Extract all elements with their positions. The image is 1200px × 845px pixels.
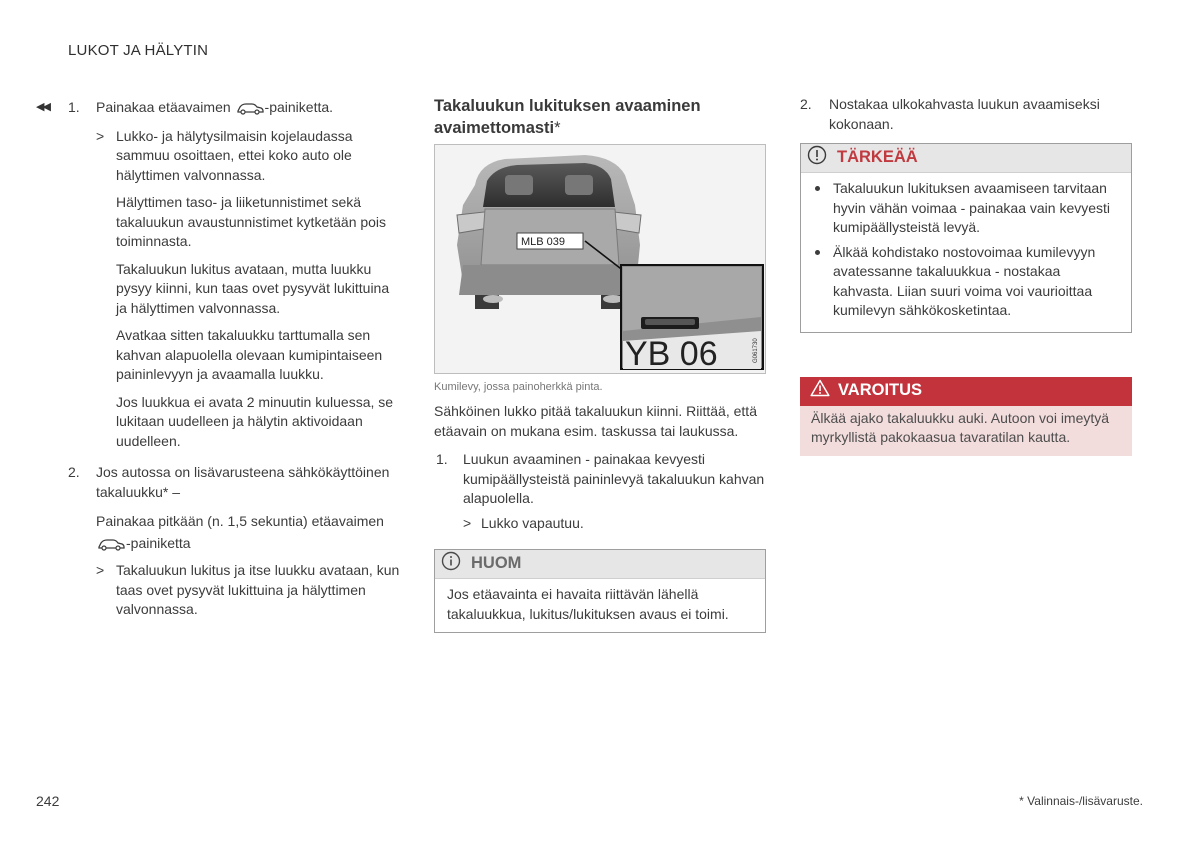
page-number: 242: [36, 793, 60, 809]
step-1-result: [36, 127, 401, 186]
result-text: Takaluukun lukitus ja itse luukku avataan, kun taas ovet pysyvät lukittuina ja hälyttimen valvonnassa.: [116, 562, 400, 617]
step-text: Luukun avaaminen - painakaa kevyesti kumipäällysteistä paininlevyä takaluukun kahvan alapuolella.: [463, 451, 765, 506]
step-number: 2.: [800, 96, 812, 112]
note-header: [435, 550, 765, 579]
paragraph: Jos luukkua ei avata 2 minuutin kuluessa, se lukitaan uudelleen ja hälytin aktivoidaan uudelleen.: [116, 393, 394, 449]
page-header-title: LUKOT JA HÄLYTIN: [68, 42, 209, 59]
paragraph: Hälyttimen taso- ja liiketunnistimet sekä takaluukun avaustunnistimet kytketään pois toiminnasta.: [116, 194, 387, 249]
warning-text: Älkää ajako takaluukku auki. Autoon voi imeytyä myrkyllistä pakokaasua tavaratilan kautta.: [800, 406, 1132, 456]
result-text: Lukko- ja hälytysilmaisin kojelaudassa sammuu osoittaen, ettei koko auto ole hälyttimen valvonnassa.: [116, 127, 353, 183]
footnote: * Valinnais-/lisävaruste.: [1019, 794, 1143, 808]
step-2: [36, 463, 401, 502]
important-header: [801, 144, 1131, 173]
note-box: [434, 549, 766, 633]
bullet-text: Älkää kohdistako nostovoimaa kumilevyyn avatessanne takaluukkua - nostakaa kahvasta. Liian suuri voima voi vaurioittaa kumilevyn sähkökosketintaa.: [833, 243, 1096, 318]
paragraph: Avatkaa sitten takaluukku tarttumalla sen kahvan alapuolella olevaan kumipintaiseen paininlevyyn ja avaamalla luukku.: [116, 327, 383, 382]
step-number: 1.: [436, 451, 448, 467]
step-text-before: Painakaa etäavaimen: [96, 99, 231, 115]
important-body: [801, 173, 1131, 332]
warning-title: VAROITUS: [838, 381, 923, 400]
figure-caption: Kumilevy, jossa painoherkkä pinta.: [434, 381, 603, 393]
step-number: 1.: [68, 99, 80, 115]
section-heading-text: Takaluukun lukituksen avaaminen avaimettomasti: [434, 97, 701, 137]
license-plate-text: MLB 039: [521, 236, 566, 248]
step-text-after: -painiketta.: [264, 99, 334, 115]
warning-triangle-icon: [810, 379, 830, 403]
note-text: Jos etäavainta ei havaita riittävän lähellä takaluukkua, lukitus/lukituksen avaus ei toimi.: [447, 586, 729, 622]
result-marker: >: [96, 562, 105, 578]
section-heading: [434, 95, 766, 139]
step-2: [800, 95, 1132, 134]
result-marker: >: [96, 127, 105, 144]
paragraph: Sähköinen lukko pitää takaluukun kiinni. Riittää, että etäavain on mukana esim. taskussa tai laukussa.: [434, 403, 757, 439]
exclamation-icon: [807, 145, 827, 171]
warning-box: [800, 377, 1132, 456]
step-text: Nostakaa ulkokahvasta luukun avaamiseksi kokonaan.: [829, 96, 1100, 132]
column-middle: [434, 95, 766, 633]
car-remote-icon: [236, 101, 264, 121]
paragraph-text-before: Painakaa pitkään (n. 1,5 sekuntia) etäavaimen: [96, 513, 384, 529]
warning-header: [800, 377, 1132, 406]
important-box: [800, 143, 1132, 333]
important-title: TÄRKEÄÄ: [837, 148, 918, 167]
optional-marker: *: [554, 119, 561, 137]
bullet-text: Takaluukun lukituksen avaamiseen tarvitaan hyvin vähän voimaa - painakaa vain kevyesti kumipäällysteistä levyä.: [833, 180, 1111, 235]
figure-code: G061730: [753, 338, 759, 363]
note-title: HUOM: [471, 554, 522, 573]
bullet-icon: [815, 186, 820, 191]
list-item: [815, 179, 1119, 238]
paragraph: Takaluukun lukitus avataan, mutta luukku pysyy kiinni, kun taas ovet pysyvät lukittuina ja hälyttimen valvonnassa.: [116, 260, 390, 316]
paragraph-text-after: -painiketta: [126, 535, 191, 551]
step-1-result: [434, 514, 766, 534]
tailgate-illustration: [434, 144, 766, 374]
step-1: [434, 450, 766, 509]
car-rear-illustration: [435, 145, 766, 374]
step-1: [36, 98, 401, 121]
column-right: [800, 95, 1132, 456]
inset-plate-text: YB 06: [625, 335, 718, 373]
result-marker: >: [463, 514, 472, 531]
list-item: [815, 243, 1119, 321]
bullet-icon: [815, 250, 820, 255]
step-2-result: [36, 561, 401, 620]
car-remote-icon: [97, 535, 125, 557]
result-text: Lukko vapautuu.: [481, 514, 584, 531]
step-number: 2.: [68, 464, 80, 480]
info-icon: [441, 551, 461, 577]
continued-arrows-icon: ◀◀: [36, 101, 49, 113]
paragraph: [36, 510, 401, 557]
step-text: Jos autossa on lisävarusteena sähkökäyttöinen takaluukku* –: [96, 464, 390, 500]
column-left: [36, 98, 401, 620]
